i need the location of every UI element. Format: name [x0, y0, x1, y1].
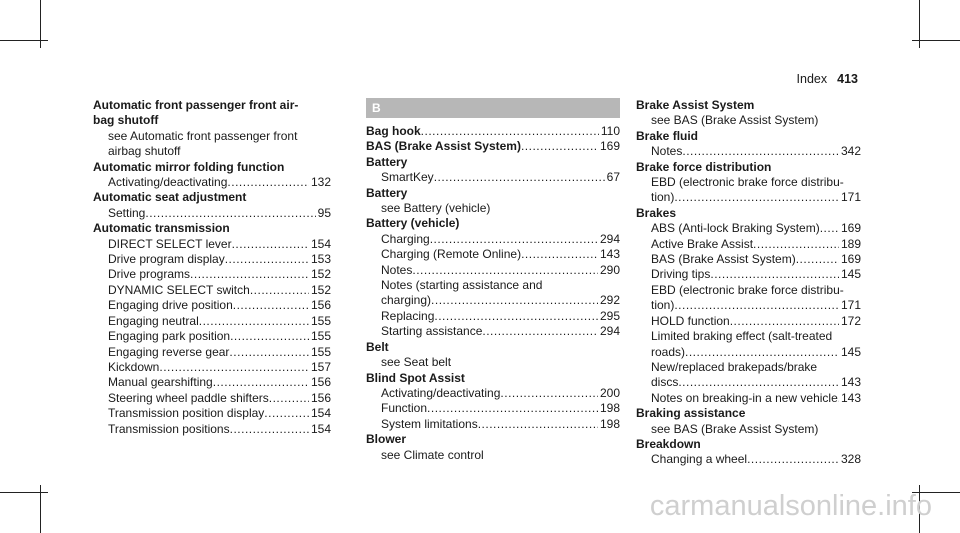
page-reference: 189 — [840, 236, 861, 251]
index-subentry-with-page — [636, 391, 861, 406]
page-header — [797, 72, 858, 86]
index-subentry-with-page — [366, 324, 620, 339]
page-reference: 156 — [310, 390, 331, 405]
index-subentry: EBD (electronic brake force distribu- — [651, 175, 844, 190]
entry-text: Engaging neutral — [108, 313, 199, 328]
index-subentry-with-page — [366, 170, 620, 185]
index-heading: Brakes — [636, 205, 677, 220]
entry-text: Transmission positions — [108, 421, 230, 436]
leader-dots — [730, 314, 839, 329]
page-reference: 143 — [840, 390, 861, 405]
entry-text: DIRECT SELECT lever — [108, 236, 232, 251]
leader-dots — [430, 232, 598, 247]
entry-text: Charging — [381, 231, 430, 246]
index-subentry-with-page — [366, 401, 620, 416]
entry-text: Activating/deactivating — [108, 175, 228, 190]
index-heading: Brake fluid — [636, 128, 699, 143]
page-reference: 198 — [599, 416, 620, 431]
leader-dots — [521, 139, 598, 154]
index-subentry-with-page — [636, 314, 861, 329]
index-heading-with-page — [366, 124, 620, 139]
entry-text: BAS (Brake Assist System) — [651, 252, 796, 267]
page-reference: 154 — [310, 236, 331, 251]
leader-dots — [753, 237, 839, 252]
index-heading: bag shutoff — [93, 113, 159, 128]
page-reference: 143 — [840, 375, 861, 390]
index-subentry-with-page — [93, 267, 331, 282]
page-reference: 198 — [599, 401, 620, 416]
page-reference: 172 — [840, 313, 861, 328]
index-heading: Brake force distribution — [636, 159, 772, 174]
entry-text: Engaging drive position — [108, 298, 233, 313]
index-subentry-with-page — [366, 232, 620, 247]
page-reference: 156 — [310, 298, 331, 313]
page-reference: 155 — [310, 313, 331, 328]
section-letter-bar: B — [366, 98, 620, 118]
page-number: 413 — [837, 72, 858, 86]
entry-text: ABS (Anti-lock Braking System) — [651, 221, 820, 236]
index-subentry-with-page — [93, 298, 331, 313]
entry-text: Changing a wheel — [651, 452, 748, 467]
leader-dots — [796, 252, 839, 267]
page-reference: 152 — [310, 282, 331, 297]
page-reference: 169 — [599, 139, 620, 154]
entry-text: discs — [651, 375, 679, 390]
leader-dots — [678, 375, 839, 390]
entry-text: Charging (Remote Online) — [381, 247, 522, 262]
index-subentry-with-page — [366, 417, 620, 432]
index-subentry: airbag shutoff — [108, 144, 181, 159]
leader-dots — [159, 360, 309, 375]
index-subentry-with-page — [93, 391, 331, 406]
index-subentry: see Automatic front passenger front — [108, 128, 298, 143]
index-subentry: see BAS (Brake Assist System) — [651, 113, 819, 128]
crop-mark — [0, 40, 48, 41]
page-reference: 145 — [840, 344, 861, 359]
page-reference: 154 — [310, 406, 331, 421]
leader-dots — [747, 452, 839, 467]
page-reference: 200 — [599, 385, 620, 400]
index-heading: Battery — [366, 185, 408, 200]
index-subentry-with-page — [93, 206, 331, 221]
index-subentry-with-page — [93, 422, 331, 437]
entry-text: Kickdown — [108, 359, 160, 374]
leader-dots — [213, 375, 309, 390]
index-column-1 — [93, 98, 331, 437]
page-reference: 110 — [600, 124, 620, 138]
index-heading-with-page — [366, 139, 620, 154]
leader-dots — [199, 314, 309, 329]
page-reference: 67 — [606, 170, 620, 185]
page-reference: 294 — [599, 231, 620, 246]
leader-dots — [682, 144, 839, 159]
index-subentry: see Battery (vehicle) — [381, 201, 491, 216]
entry-text: BAS (Brake Assist System) — [366, 139, 521, 154]
leader-dots — [145, 206, 315, 221]
leader-dots — [233, 298, 309, 313]
leader-dots — [227, 175, 309, 190]
page-reference: 290 — [599, 262, 620, 277]
index-subentry-with-page — [366, 386, 620, 401]
index-subentry-with-page — [636, 221, 861, 236]
entry-text: Activating/deactivating — [381, 385, 501, 400]
leader-dots — [421, 124, 599, 139]
index-heading: Automatic transmission — [93, 221, 230, 236]
page-reference: 153 — [310, 252, 331, 267]
index-heading: Brake Assist System — [636, 98, 755, 112]
leader-dots — [482, 324, 598, 339]
page-reference: 154 — [310, 421, 331, 436]
page-reference: 342 — [840, 144, 861, 159]
index-subentry-with-page — [366, 309, 620, 324]
index-heading: Breakdown — [636, 436, 701, 451]
index-subentry: Limited braking effect (salt-treated — [651, 329, 833, 344]
entry-text: roads) — [651, 344, 686, 359]
index-heading: Blower — [366, 432, 407, 447]
page-reference: 171 — [840, 190, 861, 205]
entry-text: DYNAMIC SELECT switch — [108, 282, 250, 297]
index-subentry-with-page — [93, 375, 331, 390]
leader-dots — [427, 401, 598, 416]
leader-dots — [225, 252, 309, 267]
index-subentry: see Climate control — [381, 447, 484, 462]
entry-text: Function — [381, 401, 428, 416]
index-subentry-with-page — [636, 452, 861, 467]
index-subentry: EBD (electronic brake force distribu- — [651, 282, 844, 297]
crop-mark — [0, 492, 48, 493]
index-heading: Battery (vehicle) — [366, 216, 460, 231]
leader-dots — [230, 329, 309, 344]
entry-text: Active Brake Assist — [651, 236, 754, 251]
entry-text: Bag hook — [366, 124, 421, 138]
page-reference: 155 — [310, 329, 331, 344]
index-column-2 — [366, 98, 620, 463]
entry-text: Steering wheel paddle shifters — [108, 390, 269, 405]
index-subentry-with-page — [93, 329, 331, 344]
leader-dots — [434, 309, 598, 324]
watermark: carmanualsonline.info — [649, 490, 932, 522]
index-subentry-with-page — [636, 237, 861, 252]
page-reference: 169 — [840, 221, 861, 236]
index-heading: Battery — [366, 154, 408, 169]
entry-text: Drive programs — [108, 267, 191, 282]
index-heading: Automatic front passenger front air- — [93, 98, 299, 112]
page-reference: 143 — [599, 247, 620, 262]
leader-dots — [230, 422, 309, 437]
page-reference: 328 — [840, 452, 861, 467]
page-reference: 294 — [599, 324, 620, 339]
entry-text: Starting assistance — [381, 324, 483, 339]
entry-text: HOLD function — [651, 313, 730, 328]
entry-text: Setting — [108, 205, 146, 220]
entry-text: SmartKey — [381, 170, 434, 185]
leader-dots — [434, 170, 605, 185]
leader-dots — [500, 386, 598, 401]
index-subentry-with-page — [636, 252, 861, 267]
entry-text: Driving tips — [651, 267, 711, 282]
leader-dots — [521, 247, 598, 262]
entry-text: Replacing — [381, 308, 435, 323]
leader-dots — [674, 190, 839, 205]
index-subentry-with-page — [636, 190, 861, 205]
page-reference: 295 — [599, 308, 620, 323]
page-reference: 157 — [310, 359, 331, 374]
leader-dots — [190, 267, 309, 282]
index-heading: Belt — [366, 339, 389, 354]
index-subentry-with-page — [366, 293, 620, 308]
leader-dots — [269, 391, 309, 406]
index-subentry-with-page — [366, 263, 620, 278]
index-heading: Automatic seat adjustment — [93, 190, 247, 205]
index-subentry-with-page — [93, 237, 331, 252]
leader-dots — [412, 263, 598, 278]
index-subentry: see Seat belt — [381, 355, 452, 370]
index-subentry: see BAS (Brake Assist System) — [651, 421, 819, 436]
page-reference: 95 — [317, 205, 331, 220]
page-reference: 156 — [310, 375, 331, 390]
index-subentry-with-page — [636, 345, 861, 360]
entry-text: Engaging reverse gear — [108, 344, 230, 359]
index-subentry-with-page — [93, 406, 331, 421]
leader-dots — [710, 267, 839, 282]
index-subentry-with-page — [93, 175, 331, 190]
header-label: Index — [796, 72, 828, 86]
index-column-3 — [636, 98, 861, 468]
leader-dots — [229, 345, 309, 360]
index-subentry-with-page — [366, 247, 620, 262]
crop-mark — [912, 40, 960, 41]
leader-dots — [232, 237, 309, 252]
entry-text: Drive program display — [108, 252, 225, 267]
index-heading: Automatic mirror folding function — [93, 159, 285, 174]
entry-text: Notes — [651, 144, 683, 159]
leader-dots — [685, 345, 839, 360]
index-heading: Blind Spot Assist — [366, 370, 465, 385]
entry-text: tion) — [651, 298, 675, 313]
page-reference: 292 — [599, 293, 620, 308]
index-subentry-with-page — [636, 267, 861, 282]
index-subentry: Notes (starting assistance and — [381, 278, 543, 293]
index-subentry-with-page — [93, 252, 331, 267]
index-subentry-with-page — [93, 283, 331, 298]
entry-text: tion) — [651, 190, 675, 205]
page-reference: 171 — [840, 298, 861, 313]
leader-dots — [250, 283, 309, 298]
entry-text: Notes — [381, 262, 413, 277]
entry-text: Notes on breaking-in a new vehicle — [651, 390, 838, 405]
page-reference: 169 — [840, 252, 861, 267]
page-reference: 145 — [840, 267, 861, 282]
leader-dots — [264, 406, 309, 421]
page-reference: 132 — [310, 175, 331, 190]
page-reference: 152 — [310, 267, 331, 282]
index-subentry-with-page — [93, 314, 331, 329]
leader-dots — [674, 298, 839, 313]
leader-dots — [478, 417, 598, 432]
index-subentry-with-page — [93, 345, 331, 360]
entry-text: Transmission position display — [108, 406, 265, 421]
page-reference: 155 — [310, 344, 331, 359]
index-heading: Braking assistance — [636, 406, 746, 421]
index-subentry-with-page — [636, 375, 861, 390]
entry-text: Manual gearshifting — [108, 375, 213, 390]
entry-text: Engaging park position — [108, 329, 231, 344]
index-subentry-with-page — [636, 144, 861, 159]
leader-dots — [820, 221, 839, 236]
entry-text: charging) — [381, 293, 432, 308]
index-subentry-with-page — [93, 360, 331, 375]
leader-dots — [431, 293, 598, 308]
entry-text: System limitations — [381, 416, 478, 431]
index-subentry: New/replaced brakepads/brake — [651, 359, 818, 374]
index-subentry-with-page — [636, 298, 861, 313]
